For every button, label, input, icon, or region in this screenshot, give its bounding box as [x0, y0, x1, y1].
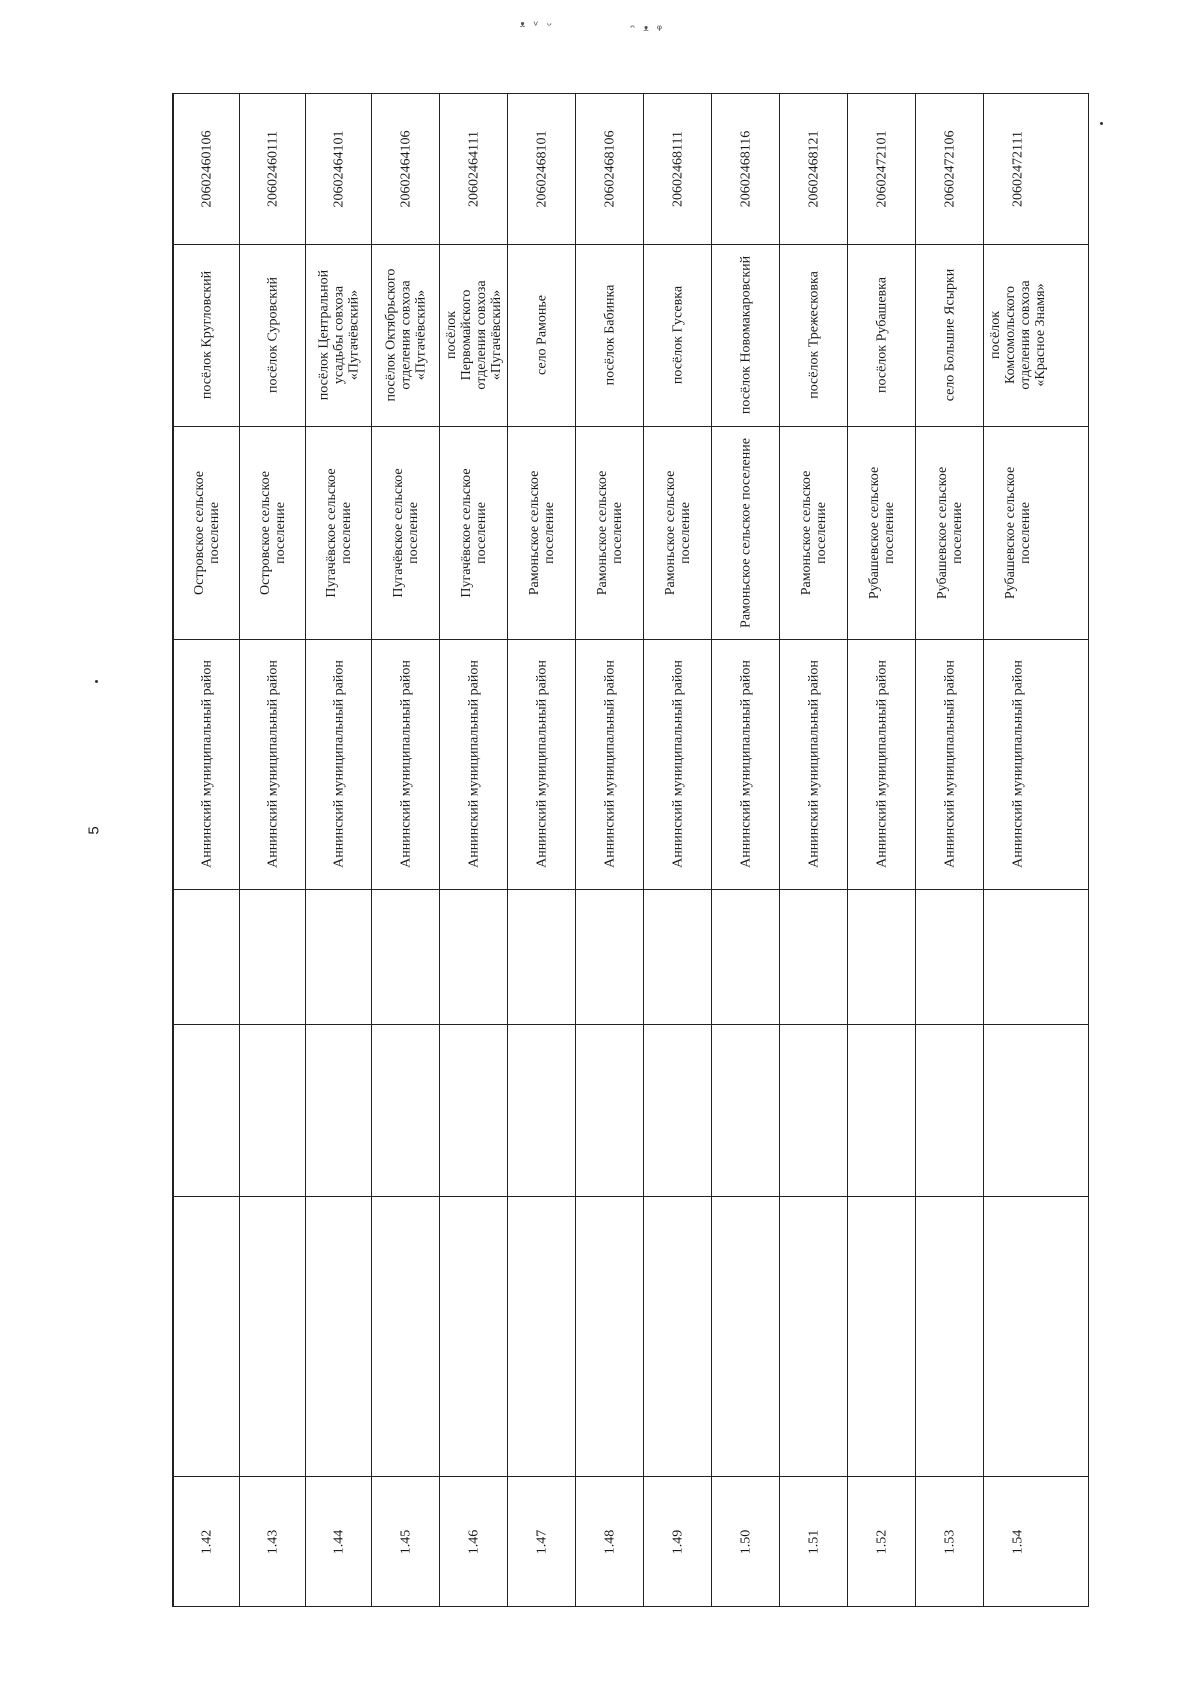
table-row	[643, 94, 711, 1606]
settlement-cell-text: посёлок Новомакаровский	[738, 255, 753, 415]
empty-cell	[440, 1196, 507, 1476]
empty-cell	[306, 889, 371, 1024]
district-cell-text: Аннинский муниципальный район	[466, 660, 481, 868]
district-cell-text: Аннинский муниципальный район	[199, 660, 214, 868]
number-cell	[508, 1476, 575, 1608]
district-cell	[712, 639, 779, 889]
empty-cell	[576, 889, 643, 1024]
settlement-cell	[240, 244, 305, 426]
code-cell-text: 20602468106	[602, 130, 617, 208]
empty-cell	[848, 1024, 915, 1196]
district-cell	[240, 639, 305, 889]
empty-cell	[848, 1196, 915, 1476]
council-cell-text: Рубашевское сельское поселение	[934, 466, 965, 599]
table-row	[779, 94, 847, 1606]
code-cell	[712, 94, 779, 244]
settlement-cell-text: посёлок Первомайского отделения совхоза «Пугачёвский»	[443, 280, 504, 390]
settlement-cell-text: посёлок Кругловский	[199, 270, 214, 400]
empty-cell	[984, 1024, 1051, 1196]
district-cell	[306, 639, 371, 889]
code-cell	[306, 94, 371, 244]
district-cell	[984, 639, 1051, 889]
district-cell-text: Аннинский муниципальный район	[942, 660, 957, 868]
district-cell	[508, 639, 575, 889]
council-cell	[508, 426, 575, 639]
code-cell-text: 20602464106	[398, 130, 413, 208]
number-cell	[174, 1476, 239, 1608]
council-cell-text: Пугачёвское сельское поселение	[458, 467, 489, 598]
council-cell-text: Рамоньское сельское поселение	[594, 470, 625, 595]
settlement-cell-text: посёлок Бабинка	[602, 284, 617, 386]
table-row	[983, 94, 1051, 1606]
table-row	[711, 94, 779, 1606]
number-cell-text: 1.47	[534, 1529, 549, 1555]
code-cell	[174, 94, 239, 244]
empty-cell	[644, 1196, 711, 1476]
council-cell-text: Островское сельское поселение	[191, 470, 222, 595]
council-cell-text: Рамоньское сельское поселение	[798, 470, 829, 595]
code-cell	[240, 94, 305, 244]
council-cell	[848, 426, 915, 639]
council-cell-text: Рамоньское сельское поселение	[738, 437, 753, 628]
code-cell	[644, 94, 711, 244]
code-cell	[916, 94, 983, 244]
settlement-cell-text: посёлок Центральной усадьбы совхоза «Пугачёвский»	[316, 269, 361, 401]
empty-cell	[240, 1196, 305, 1476]
code-cell-text: 20602464101	[331, 130, 346, 208]
number-cell-text: 1.51	[806, 1529, 821, 1555]
settlement-cell	[984, 244, 1051, 426]
empty-cell	[644, 889, 711, 1024]
district-cell-text: Аннинский муниципальный район	[265, 660, 280, 868]
council-cell	[780, 426, 847, 639]
empty-cell	[848, 889, 915, 1024]
code-cell-text: 20602468111	[670, 131, 685, 207]
number-cell	[372, 1476, 439, 1608]
empty-cell	[240, 1024, 305, 1196]
empty-cell	[174, 1024, 239, 1196]
district-cell	[780, 639, 847, 889]
table-row	[575, 94, 643, 1606]
council-cell	[174, 426, 239, 639]
settlement-cell-text: посёлок Трежесковка	[806, 271, 821, 399]
table-row	[239, 94, 305, 1606]
empty-cell	[508, 1196, 575, 1476]
settlement-cell-text: посёлок Комсомольского отделения совхоза «Красное Знамя»	[987, 280, 1048, 390]
district-cell-text: Аннинский муниципальный район	[1010, 660, 1025, 868]
council-cell	[576, 426, 643, 639]
number-cell-text: 1.48	[602, 1529, 617, 1555]
code-cell-text: 20602460111	[265, 131, 280, 207]
empty-cell	[372, 1024, 439, 1196]
table-row	[847, 94, 915, 1606]
empty-cell	[916, 1024, 983, 1196]
settlement-cell-text: посёлок Гусевка	[670, 285, 685, 385]
district-cell	[848, 639, 915, 889]
code-cell-text: 20602460106	[199, 130, 214, 208]
empty-cell	[780, 889, 847, 1024]
empty-cell	[372, 1196, 439, 1476]
district-cell-text: Аннинский муниципальный район	[602, 660, 617, 868]
settlement-cell-text: посёлок Суровский	[265, 276, 280, 394]
code-cell	[848, 94, 915, 244]
empty-cell	[780, 1196, 847, 1476]
council-cell	[712, 426, 779, 639]
council-cell-text: Рамоньское сельское поселение	[662, 470, 693, 595]
code-cell	[440, 94, 507, 244]
empty-cell	[916, 1196, 983, 1476]
district-cell-text: Аннинский муниципальный район	[806, 660, 821, 868]
scan-mark: ᵔ ᵜ ᵠ	[630, 23, 665, 38]
code-cell-text: 20602468116	[738, 130, 753, 208]
empty-cell	[984, 1196, 1051, 1476]
table-row	[915, 94, 983, 1606]
settlement-cell	[644, 244, 711, 426]
empty-cell	[508, 1024, 575, 1196]
code-cell-text: 20602468121	[806, 130, 821, 208]
empty-cell	[372, 889, 439, 1024]
number-cell-text: 1.52	[874, 1529, 889, 1555]
code-cell-text: 20602464111	[466, 131, 481, 207]
council-cell	[644, 426, 711, 639]
empty-cell	[508, 889, 575, 1024]
number-cell-text: 1.49	[670, 1529, 685, 1555]
settlement-cell	[174, 244, 239, 426]
council-cell	[916, 426, 983, 639]
empty-cell	[984, 889, 1051, 1024]
empty-cell	[780, 1024, 847, 1196]
empty-cell	[712, 889, 779, 1024]
table-row	[371, 94, 439, 1606]
district-cell	[916, 639, 983, 889]
scan-dot	[95, 680, 98, 683]
settlement-cell	[712, 244, 779, 426]
table-row	[305, 94, 371, 1606]
number-cell	[916, 1476, 983, 1608]
number-cell-text: 1.44	[331, 1529, 346, 1555]
number-cell	[440, 1476, 507, 1608]
number-cell	[240, 1476, 305, 1608]
council-cell-text: Островское сельское поселение	[257, 470, 288, 595]
empty-cell	[712, 1024, 779, 1196]
empty-cell	[576, 1196, 643, 1476]
page-number: 5	[85, 826, 103, 835]
council-cell	[984, 426, 1051, 639]
settlement-cell-text: село Рамонье	[534, 294, 549, 376]
district-cell	[576, 639, 643, 889]
empty-cell	[240, 889, 305, 1024]
code-cell	[984, 94, 1051, 244]
district-cell-text: Аннинский муниципальный район	[874, 660, 889, 868]
empty-cell	[644, 1024, 711, 1196]
council-cell	[306, 426, 371, 639]
settlement-cell	[306, 244, 371, 426]
code-cell	[576, 94, 643, 244]
empty-cell	[576, 1024, 643, 1196]
code-cell-text: 20602472111	[1010, 131, 1025, 207]
settlement-cell-text: село Большие Ясырки	[942, 268, 957, 402]
code-cell-text: 20602468101	[534, 130, 549, 208]
empty-cell	[306, 1024, 371, 1196]
empty-cell	[174, 889, 239, 1024]
empty-cell	[174, 1196, 239, 1476]
council-cell	[240, 426, 305, 639]
district-cell-text: Аннинский муниципальный район	[331, 660, 346, 868]
empty-cell	[712, 1196, 779, 1476]
settlements-table	[172, 93, 1089, 1607]
code-cell	[508, 94, 575, 244]
district-cell	[440, 639, 507, 889]
council-cell	[440, 426, 507, 639]
settlement-cell	[576, 244, 643, 426]
scan-mark: ᵜ ᵛ ᵕ	[520, 19, 555, 34]
code-cell-text: 20602472101	[874, 130, 889, 208]
district-cell-text: Аннинский муниципальный район	[670, 660, 685, 868]
district-cell	[174, 639, 239, 889]
settlement-cell	[508, 244, 575, 426]
code-cell	[780, 94, 847, 244]
number-cell-text: 1.45	[398, 1529, 413, 1555]
code-cell-text: 20602472106	[942, 130, 957, 208]
council-cell-text: Рубашевское сельское поселение	[866, 466, 897, 599]
district-cell	[372, 639, 439, 889]
settlement-cell	[440, 244, 507, 426]
settlement-cell	[916, 244, 983, 426]
district-cell-text: Аннинский муниципальный район	[738, 660, 753, 868]
settlement-cell	[780, 244, 847, 426]
number-cell-text: 1.54	[1010, 1529, 1025, 1555]
council-cell-text: Рубашевское сельское поселение	[1002, 466, 1033, 599]
table-row	[173, 94, 239, 1606]
number-cell	[848, 1476, 915, 1608]
scan-dot	[1100, 122, 1103, 125]
code-cell	[372, 94, 439, 244]
number-cell	[306, 1476, 371, 1608]
council-cell-text: Пугачёвское сельское поселение	[390, 467, 421, 598]
number-cell	[576, 1476, 643, 1608]
district-cell-text: Аннинский муниципальный район	[534, 660, 549, 868]
number-cell	[712, 1476, 779, 1608]
council-cell-text: Рамоньское сельское поселение	[526, 470, 557, 595]
number-cell-text: 1.53	[942, 1529, 957, 1555]
empty-cell	[440, 889, 507, 1024]
empty-cell	[916, 889, 983, 1024]
empty-cell	[440, 1024, 507, 1196]
district-cell-text: Аннинский муниципальный район	[398, 660, 413, 868]
number-cell-text: 1.42	[199, 1529, 214, 1555]
number-cell-text: 1.46	[466, 1529, 481, 1555]
council-cell-text: Пугачёвское сельское поселение	[323, 467, 354, 598]
number-cell	[984, 1476, 1051, 1608]
number-cell	[644, 1476, 711, 1608]
settlement-cell-text: посёлок Октябрьского отделения совхоза «Пугачёвский»	[383, 268, 428, 402]
district-cell	[644, 639, 711, 889]
table-row	[439, 94, 507, 1606]
number-cell-text: 1.43	[265, 1529, 280, 1555]
settlement-cell	[372, 244, 439, 426]
council-cell	[372, 426, 439, 639]
settlement-cell-text: посёлок Рубашевка	[874, 277, 889, 393]
number-cell-text: 1.50	[738, 1529, 753, 1555]
table-row	[507, 94, 575, 1606]
number-cell	[780, 1476, 847, 1608]
settlement-cell	[848, 244, 915, 426]
empty-cell	[306, 1196, 371, 1476]
